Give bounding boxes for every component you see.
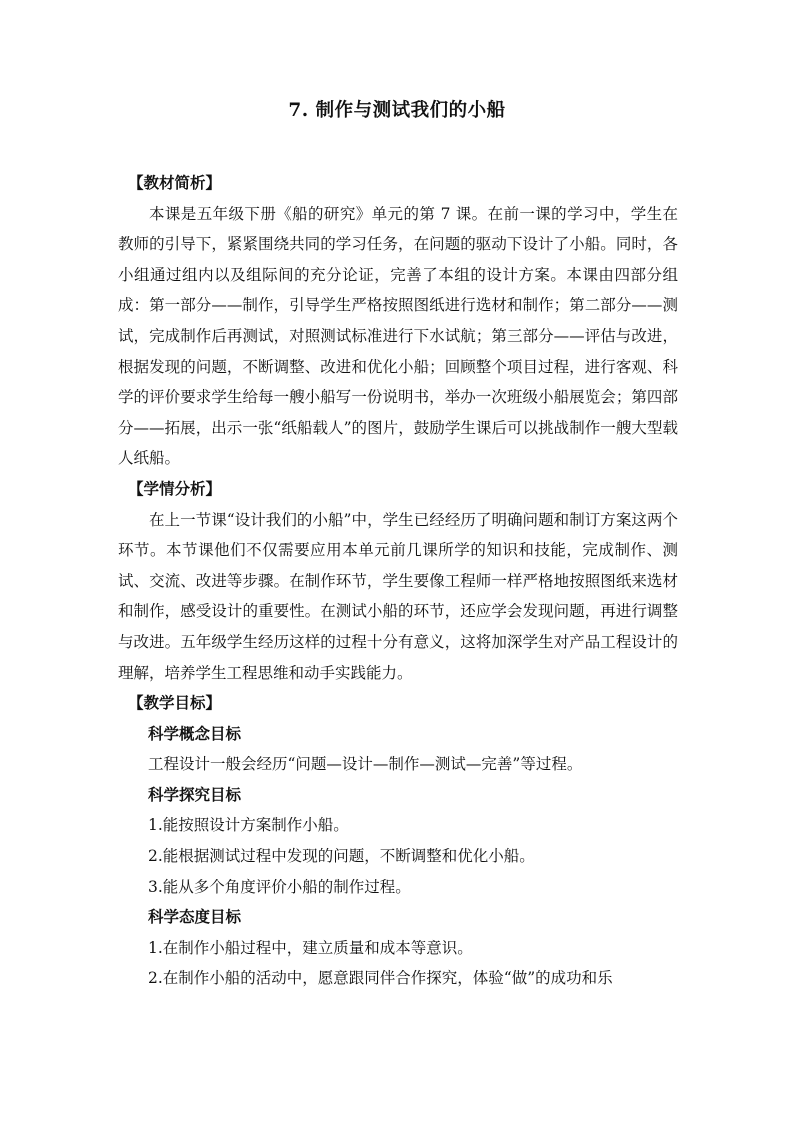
- list-item: 3.能从多个角度评价小船的制作过程。: [148, 877, 411, 896]
- heading-student-analysis: 【学情分析】: [128, 478, 222, 498]
- list-item: 2.在制作小船的活动中，愿意跟同伴合作探究，体验“做”的成功和乐: [148, 969, 613, 988]
- subheading-concept-goals: 科学概念目标: [148, 723, 242, 743]
- list-item: 1.能按照设计方案制作小船。: [148, 816, 349, 835]
- concept-goal-text: 工程设计一般会经历“问题—设计—制作—测试—完善”等过程。: [148, 755, 583, 774]
- subheading-inquiry-goals: 科学探究目标: [148, 784, 242, 804]
- paragraph-student-analysis: 在上一节课“设计我们的小船”中，学生已经经历了明确问题和制订方案这两个环节。本节课他们不仅需要应用本单元前几课所学的知识和技能，完成制作、测试、交流、改进等步骤。在制作环节，学生要像工程师一样严格地按照图纸来选材和制作，感受设计的重要性。在测试小船的环节，还应学会发现问题，再进行调整与改进。五年级学生经历这样的过程十分有意义，这将加深学生对产品工程设计的理解，培养学生工程思维和动手实践能力。: [118, 510, 678, 682]
- list-item: 1.在制作小船过程中，建立质量和成本等意识。: [148, 938, 473, 957]
- subheading-attitude-goals: 科学态度目标: [148, 907, 242, 927]
- heading-textbook-analysis: 【教材简析】: [128, 173, 222, 192]
- page-title: 7. 制作与测试我们的小船: [288, 100, 506, 121]
- heading-teaching-goals: 【教学目标】: [128, 693, 222, 713]
- paragraph-textbook-analysis: 本课是五年级下册《船的研究》单元的第 7 课。在前一课的学习中，学生在教师的引导下，紧紧围绕共同的学习任务，在问题的驱动下设计了小船。同时，各小组通过组内以及组际间的充分论证，完善了本组的设计方案。本课由四部分组成：第一部分——制作，引导学生严格按照图纸进行选材和制作；第二部分——测试，完成制作后再测试，对照测试标准进行下水试航；第三部分——评估与改进，根据发现的问题，不断调整、改进和优化小船；回顾整个项目过程，进行客观、科学的评价要求学生给每一艘小船写一份说明书，举办一次班级小船展览会；第四部分——拓展，出示一张“纸船载人”的图片，鼓励学生课后可以挑战制作一艘大型载人纸船。: [118, 204, 678, 468]
- list-item: 2.能根据测试过程中发现的问题，不断调整和优化小船。: [148, 847, 535, 866]
- document-body: [118, 168, 678, 994]
